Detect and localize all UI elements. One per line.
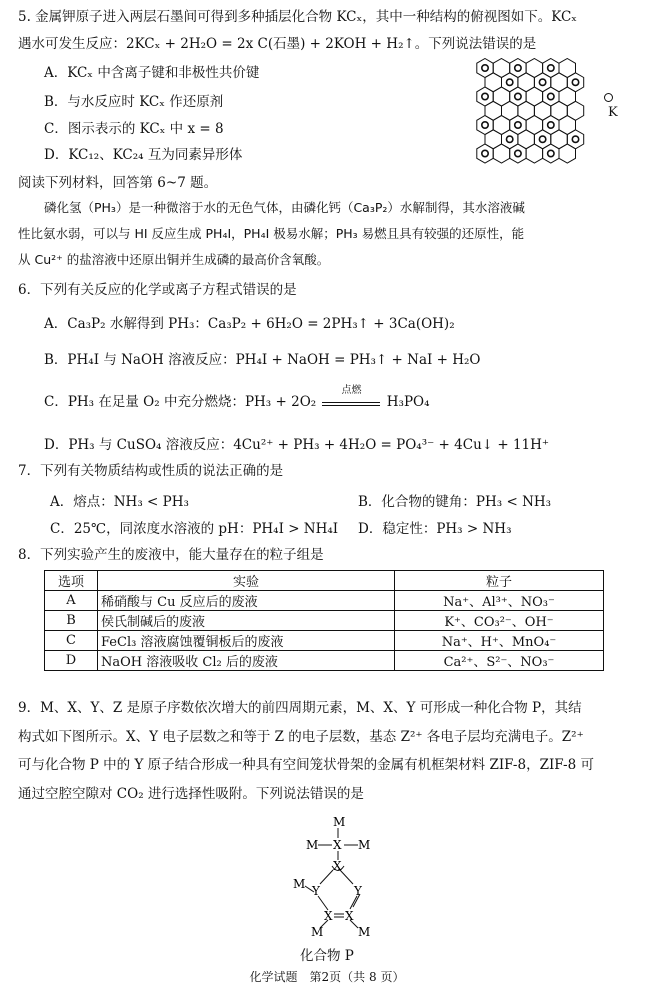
q7-option-d: D．稳定性：PH₃ > NH₃	[358, 521, 512, 537]
table-header-row	[45, 571, 604, 591]
table-header-option: 选项	[45, 571, 98, 591]
k-atom	[482, 150, 488, 156]
atom-m: M	[333, 815, 346, 829]
table-cell-particles: Ca²⁺、S²⁻、NO₃⁻	[395, 651, 604, 671]
q9-stem-line2: 构式如下图所示。X、Y 电子层数之和等于 Z 的电子层数，基态 Z²⁺ 各电子层均充满电子。Z²⁺	[18, 729, 584, 745]
table-cell-option: C	[45, 631, 98, 651]
page-footer: 化学试题 第2页（共 8 页）	[249, 970, 405, 984]
atom-m: M	[311, 925, 324, 938]
table-row	[45, 611, 604, 631]
k-atom	[506, 136, 512, 142]
reading-intro: 阅读下列材料，回答第 6~7 题。	[18, 175, 218, 191]
k-atom	[482, 65, 488, 71]
k-atom	[515, 65, 521, 71]
q9-stem-line4: 通过空腔空隙对 CO₂ 进行选择性吸附。下列说法错误的是	[18, 786, 364, 802]
table-row	[45, 651, 604, 671]
atom-m: M	[293, 877, 306, 891]
q8-table	[44, 570, 604, 671]
atom-x: X	[324, 909, 333, 923]
reading-para-line2: 性比氨水弱，可以与 HI 反应生成 PH₄I，PH₄I 极易水解；PH₃ 易燃且具有较强的还原性，能	[18, 226, 525, 241]
table-cell-experiment: NaOH 溶液吸收 Cl₂ 后的废液	[98, 651, 395, 671]
atom-m: M	[306, 838, 319, 852]
q5-option-c: C．图示表示的 KCₓ 中 x = 8	[44, 121, 224, 137]
q7-stem: 7．下列有关物质结构或性质的说法正确的是	[18, 463, 284, 479]
q6-stem: 6．下列有关反应的化学或离子方程式错误的是	[18, 282, 297, 298]
k-atom	[572, 79, 578, 85]
table-cell-experiment: 侯氏制碱后的废液	[98, 611, 395, 631]
q6-option-c-left: C．PH₃ 在足量 O₂ 中充分燃烧：PH₃ + 2O₂	[44, 394, 317, 410]
compound-p-structure	[278, 814, 378, 938]
table-header-experiment: 实验	[98, 571, 395, 591]
k-atom	[548, 150, 554, 156]
table-cell-experiment: 稀硝酸与 Cu 反应后的废液	[98, 591, 395, 611]
table-cell-option: D	[45, 651, 98, 671]
q9-stem-line3: 可与化合物 P 中的 Y 原子结合形成一种具有空间笼状骨架的金属有机框架材料 ZIF-8，ZIF-8 可	[18, 757, 594, 773]
q6-option-b: B．PH₄I 与 NaOH 溶液反应：PH₄I + NaOH = PH₃↑ + NaI + H₂O	[44, 352, 481, 368]
k-atom	[548, 65, 554, 71]
atom-m: M	[358, 838, 371, 852]
table-cell-particles: Na⁺、H⁺、MnO₄⁻	[395, 631, 604, 651]
k-atom	[539, 79, 545, 85]
k-atom	[482, 93, 488, 99]
table-cell-experiment: FeCl₃ 溶液腐蚀覆铜板后的废液	[98, 631, 395, 651]
k-atom	[482, 122, 488, 128]
hexagon-cell	[559, 144, 576, 163]
q6-option-c	[44, 385, 644, 411]
k-atom	[572, 136, 578, 142]
k-atom	[506, 79, 512, 85]
reaction-condition-arrow	[322, 385, 380, 406]
q8-stem: 8．下列实验产生的废液中，能大量存在的粒子组是	[18, 547, 324, 563]
k-atom	[548, 93, 554, 99]
k-legend-label: K	[608, 105, 618, 120]
atom-m: M	[358, 925, 371, 938]
q5-stem-line2: 遇水可发生反应：2KCₓ + 2H₂O = 2x C(石墨) + 2KOH + H₂↑。下列说法错误的是	[18, 36, 537, 52]
q6-option-a: A．Ca₃P₂ 水解得到 PH₃：Ca₃P₂ + 6H₂O = 2PH₃↑ + 3Ca(OH)₂	[44, 316, 455, 332]
q5-option-d: D．KC₁₂、KC₂₄ 互为同素异形体	[44, 147, 243, 163]
table-cell-particles: K⁺、CO₃²⁻、OH⁻	[395, 611, 604, 631]
q7-option-c: C．25℃，同浓度水溶液的 pH：PH₄I > NH₄I	[50, 521, 339, 537]
hexagon-cell	[526, 144, 543, 163]
atom-x: X	[345, 909, 354, 923]
reading-para-line1: 磷化氢（PH₃）是一种微溶于水的无色气体，由磷化钙（Ca₃P₂）水解制得，其水溶液碱	[44, 200, 525, 215]
atom-y: Y	[312, 884, 320, 898]
table-header-particles: 粒子	[395, 571, 604, 591]
q6-option-d: D．PH₃ 与 CuSO₄ 溶液反应：4Cu²⁺ + PH₃ + 4H₂O = PO₄³⁻ + 4Cu↓ + 11H⁺	[44, 437, 550, 453]
atom-y: Y	[354, 884, 362, 898]
k-atom	[548, 122, 554, 128]
q5-option-a: A．KCₓ 中含离子键和非极性共价键	[44, 65, 260, 81]
q6-option-c-condition: 点燃	[341, 385, 362, 396]
graphite-kcx-figure	[476, 58, 598, 178]
k-atom-icon	[604, 93, 613, 102]
table-row	[45, 591, 604, 611]
k-legend	[604, 90, 618, 120]
q5-option-b: B．与水反应时 KCₓ 作还原剂	[44, 94, 224, 110]
hexagon-cell	[493, 144, 510, 163]
table-cell-particles: Na⁺、Al³⁺、NO₃⁻	[395, 591, 604, 611]
k-atom	[515, 122, 521, 128]
q7-option-b: B．化合物的键角：PH₃ < NH₃	[358, 494, 552, 510]
table-row	[45, 631, 604, 651]
k-atom	[515, 93, 521, 99]
q9-stem-line1: 9．M、X、Y、Z 是原子序数依次增大的前四周期元素，M、X、Y 可形成一种化合物 P，其结	[18, 700, 582, 716]
reading-para-line3: 从 Cu²⁺ 的盐溶液中还原出铜并生成磷的最高价含氧酸。	[18, 252, 330, 267]
table-cell-option: B	[45, 611, 98, 631]
q6-option-c-right: H₃PO₄	[386, 394, 430, 410]
k-atom	[515, 150, 521, 156]
q7-option-a: A．熔点：NH₃ < PH₃	[50, 494, 189, 510]
k-atom	[539, 136, 545, 142]
compound-p-caption: 化合物 P	[300, 948, 354, 964]
atom-x: X	[333, 859, 342, 873]
atom-x: X	[333, 838, 342, 852]
table-cell-option: A	[45, 591, 98, 611]
q5-stem-line1: 5. 金属钾原子进入两层石墨间可得到多种插层化合物 KCₓ，其中一种结构的俯视图如下。KCₓ	[18, 9, 578, 25]
